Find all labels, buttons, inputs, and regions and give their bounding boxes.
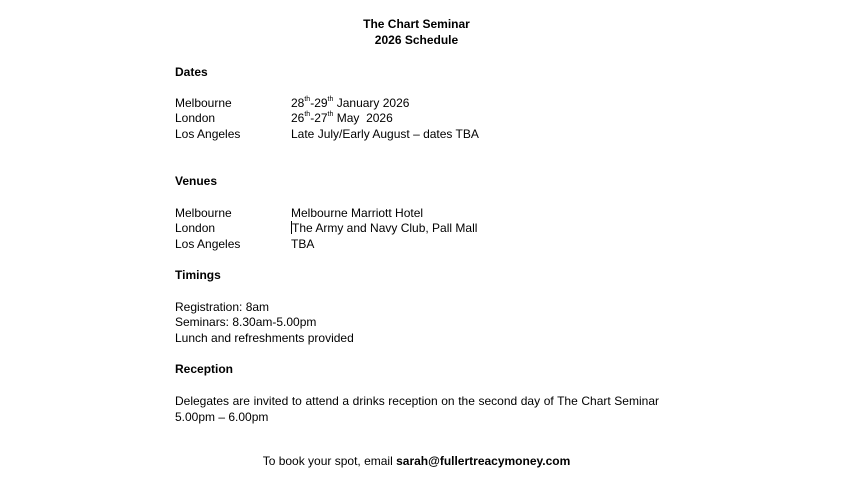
dates-city-los-angeles: Los Angeles xyxy=(175,127,241,141)
timings-lunch: Lunch and refreshments provided xyxy=(175,331,354,345)
venue-melbourne: Melbourne Marriott Hotel xyxy=(291,206,424,220)
dates-city-melbourne: Melbourne xyxy=(175,96,232,110)
reception-description: Delegates are invited to attend a drinks reception on the second day of The Chart Seminar xyxy=(175,394,659,408)
venue-los-angeles: TBA xyxy=(291,237,315,251)
venues-heading: Venues xyxy=(175,174,218,188)
document-title: The Chart Seminar xyxy=(363,17,470,31)
venues-city-london: London xyxy=(175,221,216,235)
venue-london: The Army and Navy Club, Pall Mall xyxy=(292,221,478,235)
timings-seminars: Seminars: 8.30am-5.00pm xyxy=(175,315,317,329)
reception-time: 5.00pm – 6.00pm xyxy=(175,410,269,424)
dates-value-los-angeles: Late July/Early August – dates TBA xyxy=(291,127,479,141)
venues-city-los-angeles: Los Angeles xyxy=(175,237,241,251)
booking-email[interactable]: sarah@fullertreacymoney.com xyxy=(396,454,571,468)
venues-city-melbourne: Melbourne xyxy=(175,206,232,220)
dates-heading: Dates xyxy=(175,65,208,79)
dates-value-london: 26th-27th May 2026 xyxy=(291,111,393,125)
booking-note: To book your spot, email sarah@fullertreacymoney.com xyxy=(262,454,571,468)
timings-heading: Timings xyxy=(175,268,221,282)
dates-value-melbourne: 28th-29th January 2026 xyxy=(291,96,410,110)
timings-registration: Registration: 8am xyxy=(175,300,270,314)
reception-heading: Reception xyxy=(175,362,234,376)
document-subtitle: 2026 Schedule xyxy=(374,33,459,47)
dates-city-london: London xyxy=(175,111,216,125)
